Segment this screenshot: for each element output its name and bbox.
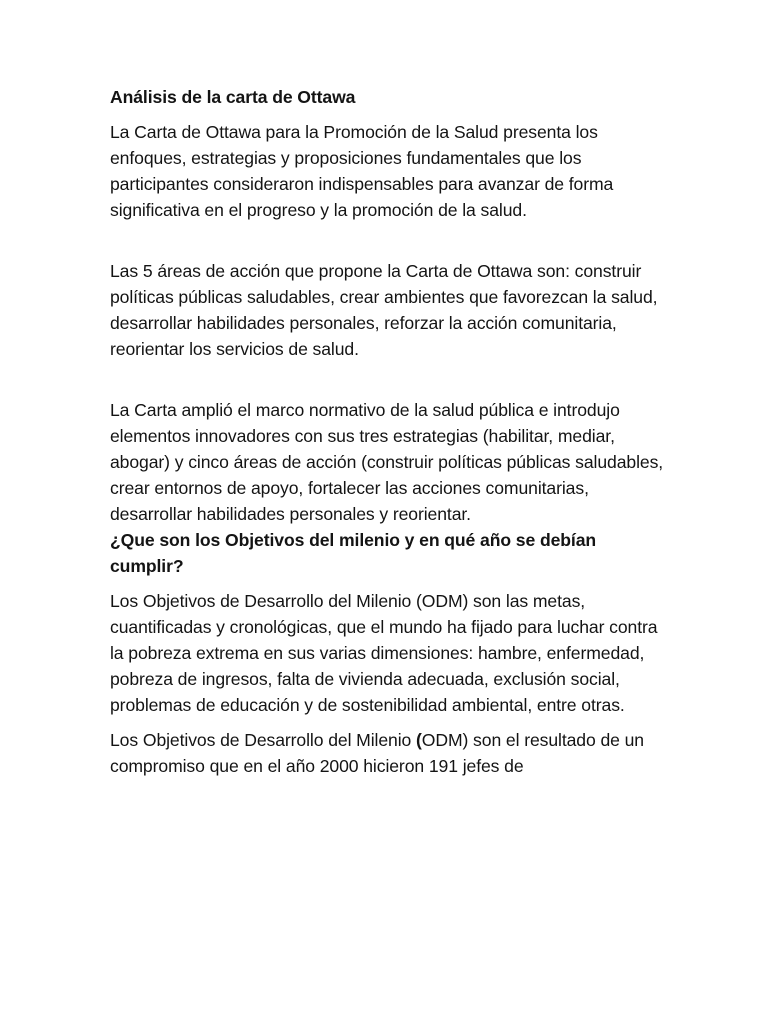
paragraph-odm-origin-bold: ( [416, 730, 422, 750]
paragraph-charter-scope: La Carta amplió el marco normativo de la salud pública e introdujo elementos innovadores con sus tres estrategias (habilitar, mediar, abogar) y cinco áreas de acción (construir políticas públicas saludables, crear entornos de apoyo, fortalecer las acciones comunitarias, desarrollar habilidades personales y reorientar. [110, 400, 664, 524]
document-body [110, 84, 670, 779]
paragraph-ottawa-intro: La Carta de Ottawa para la Promoción de la Salud presenta los enfoques, estrategias y proposiciones fundamentales que los participantes consideraron indispensables para avanzar de forma significativa en el progreso y la promoción de la salud. [110, 122, 614, 220]
question-heading: ¿Que son los Objetivos del milenio y en qué año se debían cumplir? [110, 530, 597, 576]
paragraph-odm-origin-start: Los Objetivos de Desarrollo del Milenio [110, 730, 416, 750]
paragraph-action-areas: Las 5 áreas de acción que propone la Carta de Ottawa son: construir políticas públicas saludables, crear ambientes que favorezcan la salud, desarrollar habilidades personales, reforzar la acción comunitaria, reorientar los servicios de salud. [110, 261, 658, 359]
paragraph-odm-origin-end: ODM) son el resultado de un compromiso que en el año 2000 hicieron 191 jefes de [110, 730, 644, 776]
paragraph-odm-origin [110, 727, 670, 779]
paragraph-odm-definition: Los Objetivos de Desarrollo del Milenio (ODM) son las metas, cuantificadas y cronológicas, que el mundo ha fijado para luchar contra la pobreza extrema en sus varias dimensiones: hambre, enfermedad, pobreza de ingresos, falta de vivienda adecuada, exclusión social, problemas de educación y de sostenibilidad ambiental, entre otras. [110, 591, 658, 715]
document-title: Análisis de la carta de Ottawa [110, 87, 356, 107]
